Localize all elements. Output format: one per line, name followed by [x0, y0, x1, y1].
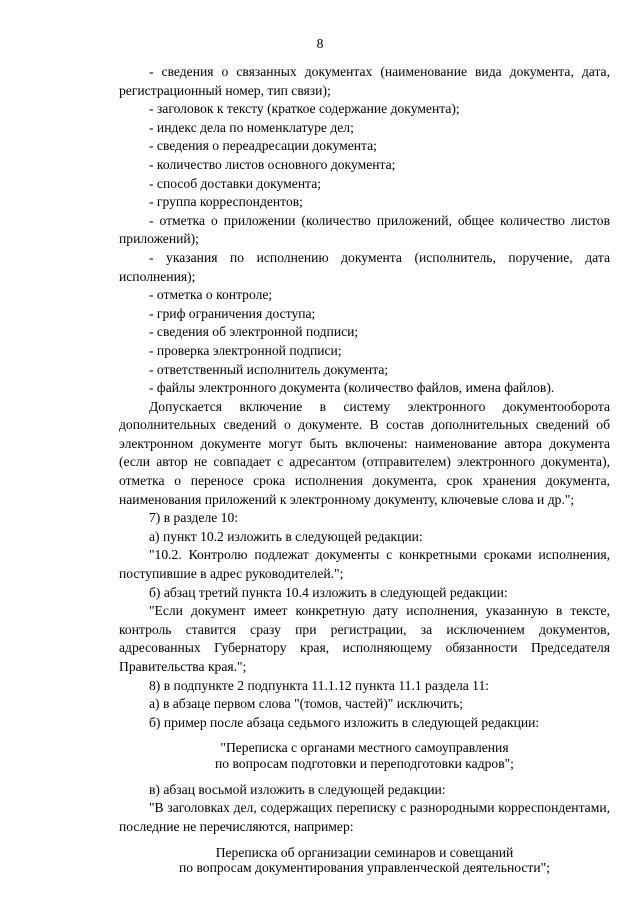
page-number: 8: [316, 36, 324, 51]
example-block-2: [119, 845, 610, 875]
list-item: - способ доставки документа;: [149, 175, 322, 191]
list-item: - индекс дела по номенклатуре дел;: [149, 119, 354, 135]
paragraph-item-b: б) абзац третий пункта 10.4 изложить в следующей редакции:: [149, 584, 508, 600]
example-block-1: [119, 740, 610, 770]
paragraph-item-v: в) абзац восьмой изложить в следующей редакции:: [149, 781, 446, 797]
example-line: по вопросам документирования управленческой деятельности";: [179, 859, 550, 875]
example-line: "Переписка с органами местного самоуправления: [220, 740, 509, 756]
paragraph-item-a: а) пункт 10.2 изложить в следующей редакции:: [149, 528, 423, 544]
list-item: - указания по исполнению документа (исполнитель, поручение, дата исполнения);: [119, 249, 610, 284]
list-item: - количество листов основного документа;: [149, 156, 396, 172]
example-line: по вопросам подготовки и переподготовки кадров";: [215, 755, 514, 771]
list-item: - сведения об электронной подписи;: [149, 324, 359, 340]
list-item: - сведения о переадресации документа;: [149, 138, 377, 154]
list-item: - файлы электронного документа (количество файлов, имена файлов).: [149, 380, 555, 396]
paragraph-quote-10-2: "10.2. Контролю подлежат документы с конкретными сроками исполнения, поступившие в адрес руководителей.";: [119, 547, 610, 582]
paragraph-item-b-example: б) пример после абзаца седьмого изложить в следующей редакции:: [149, 714, 540, 730]
paragraph-item-a-volumes: а) в абзаце первом слова "(томов, частей)" исключить;: [149, 696, 464, 712]
list-item: - проверка электронной подписи;: [149, 342, 342, 358]
list-item: - заголовок к тексту (краткое содержание документа);: [149, 101, 460, 117]
list-item: - отметка о контроле;: [149, 287, 273, 303]
paragraph-additional-info: Допускается включение в систему электронного документооборота дополнительных сведений о документе. В состав дополнительных сведений об электронном документе могут быть включены: наименование автора документа (если автор не совпадает с адресантом (отправителем) электронного документа), отметка о переносе срока исполнения документа, срок хранения документа, наименования приложений к электронному документу, ключевые слова и др.";: [119, 398, 610, 507]
paragraph-quote-headings: "В заголовках дел, содержащих переписку с разнородными корреспондентами, последние не перечисляются, например:: [119, 800, 610, 834]
example-line: Переписка об организации семинаров и совещаний: [215, 844, 514, 860]
document-body: [119, 63, 610, 875]
list-item: - сведения о связанных документах (наименование вида документа, дата, регистрационный номер, тип связи);: [119, 64, 610, 98]
list-item: - ответственный исполнитель документа;: [149, 361, 389, 377]
paragraph-section-10: 7) в разделе 10:: [149, 510, 239, 526]
list-item: - отметка о приложении (количество приложений, общее количество листов приложений);: [119, 212, 610, 247]
list-item: - группа корреспондентов;: [149, 194, 303, 210]
paragraph-section-11: 8) в подпункте 2 подпункта 11.1.12 пункта 11.1 раздела 11:: [149, 677, 490, 693]
list-item: - гриф ограничения доступа;: [149, 305, 316, 321]
paragraph-quote-control: "Если документ имеет конкретную дату исполнения, указанную в тексте, контроль ставится сразу при регистрации, за исключением документов, адресованных Губернатору края, исполняющему обязанности Председателя Правительства края.";: [119, 603, 610, 674]
